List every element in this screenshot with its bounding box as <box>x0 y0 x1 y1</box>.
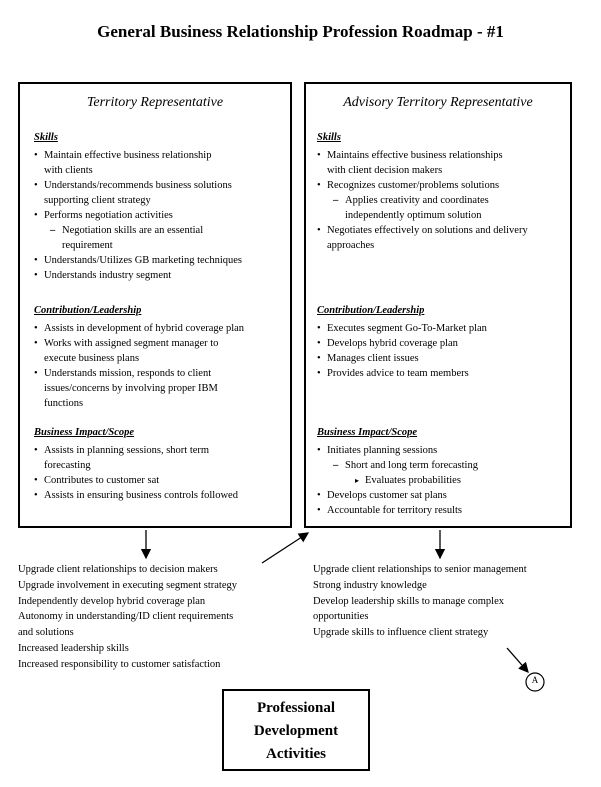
skills-heading: Skills <box>317 132 341 143</box>
growth-line: Increased responsibility to customer satisfaction <box>18 658 221 670</box>
professional-development-box <box>222 689 370 771</box>
contribution-heading: Contribution/Leadership <box>317 305 425 316</box>
pd-line-3: Activities <box>266 746 326 762</box>
list-item-line: independently optimum solution <box>345 210 482 221</box>
page-title: General Business Relationship Profession Roadmap - #1 <box>97 22 504 41</box>
list-item-line: • Initiates planning sessions <box>327 445 438 456</box>
box-title: Advisory Territory Representative <box>343 95 533 110</box>
list-item-line: • Understands mission, responds to client <box>44 368 212 379</box>
growth-line: Independently develop hybrid coverage plan <box>18 595 206 607</box>
growth-line: opportunities <box>313 611 369 623</box>
list-item-line: ▸ Evaluates probabilities <box>365 475 461 486</box>
list-item-line: with client decision makers <box>327 165 443 176</box>
list-item-line: execute business plans <box>44 353 140 364</box>
list-item-line: – Negotiation skills are an essential <box>62 225 204 236</box>
list-item-line: • Manages client issues <box>327 353 419 364</box>
list-item-line: • Maintains effective business relationships <box>327 150 503 161</box>
growth-line: Upgrade skills to influence client strategy <box>313 627 489 639</box>
list-item-line: • Understands/recommends business solutions <box>44 180 232 191</box>
growth-line: Increased leadership skills <box>18 642 129 654</box>
list-item-line: • Negotiates effectively on solutions and delivery <box>327 225 528 236</box>
list-item-line: • Understands/Utilizes GB marketing techniques <box>44 255 242 266</box>
list-item-line: • Develops hybrid coverage plan <box>327 338 458 349</box>
list-item-line: • Develops customer sat plans <box>327 490 447 501</box>
pd-line-2: Development <box>253 723 339 739</box>
growth-line: Autonomy in understanding/ID client requirements <box>18 611 234 623</box>
growth-line: Upgrade client relationships to decision makers <box>18 564 218 575</box>
connector-a-arrow <box>507 648 528 672</box>
list-item-line: supporting client strategy <box>44 195 151 206</box>
list-item-line: – Applies creativity and coordinates <box>345 195 489 206</box>
list-item-line: – Short and long term forecasting <box>345 460 478 471</box>
growth-line: Upgrade involvement in executing segment strategy <box>18 579 237 591</box>
growth-line: Upgrade client relationships to senior management <box>313 564 527 575</box>
contribution-heading: Contribution/Leadership <box>34 305 142 316</box>
list-item-line: • Assists in planning sessions, short term <box>44 445 210 456</box>
growth-line: Strong industry knowledge <box>313 579 427 591</box>
connector-a-label: A <box>531 675 539 685</box>
list-item-line: • Assists in development of hybrid coverage plan <box>44 323 245 334</box>
list-item-line: • Understands industry segment <box>44 270 172 281</box>
list-item-line: issues/concerns by involving proper IBM <box>44 383 218 394</box>
list-item-line: • Performs negotiation activities <box>44 210 173 221</box>
list-item-line: • Maintain effective business relationship <box>44 150 212 161</box>
list-item-line: • Assists in ensuring business controls followed <box>44 490 238 501</box>
list-item-line: • Executes segment Go-To-Market plan <box>327 323 487 334</box>
box-title: Territory Representative <box>86 95 224 110</box>
progression-arrow <box>262 533 308 563</box>
pd-line-1: Professional <box>256 700 336 716</box>
impact-heading: Business Impact/Scope <box>317 427 418 438</box>
skills-heading: Skills <box>34 132 58 143</box>
impact-heading: Business Impact/Scope <box>34 427 135 438</box>
list-item-line: • Works with assigned segment manager to <box>44 338 219 349</box>
list-item-line: • Accountable for territory results <box>327 505 462 516</box>
list-item-line: requirement <box>62 240 113 251</box>
growth-line: Develop leadership skills to manage complex <box>313 595 504 607</box>
list-item-line: • Recognizes customer/problems solutions <box>327 180 500 191</box>
list-item-line: functions <box>44 398 84 409</box>
list-item-line: with clients <box>44 165 93 176</box>
list-item-line: • Contributes to customer sat <box>44 475 160 486</box>
list-item-line: • Provides advice to team members <box>327 368 469 379</box>
list-item-line: forecasting <box>44 460 91 471</box>
growth-line: and solutions <box>18 627 74 639</box>
list-item-line: approaches <box>327 240 375 251</box>
